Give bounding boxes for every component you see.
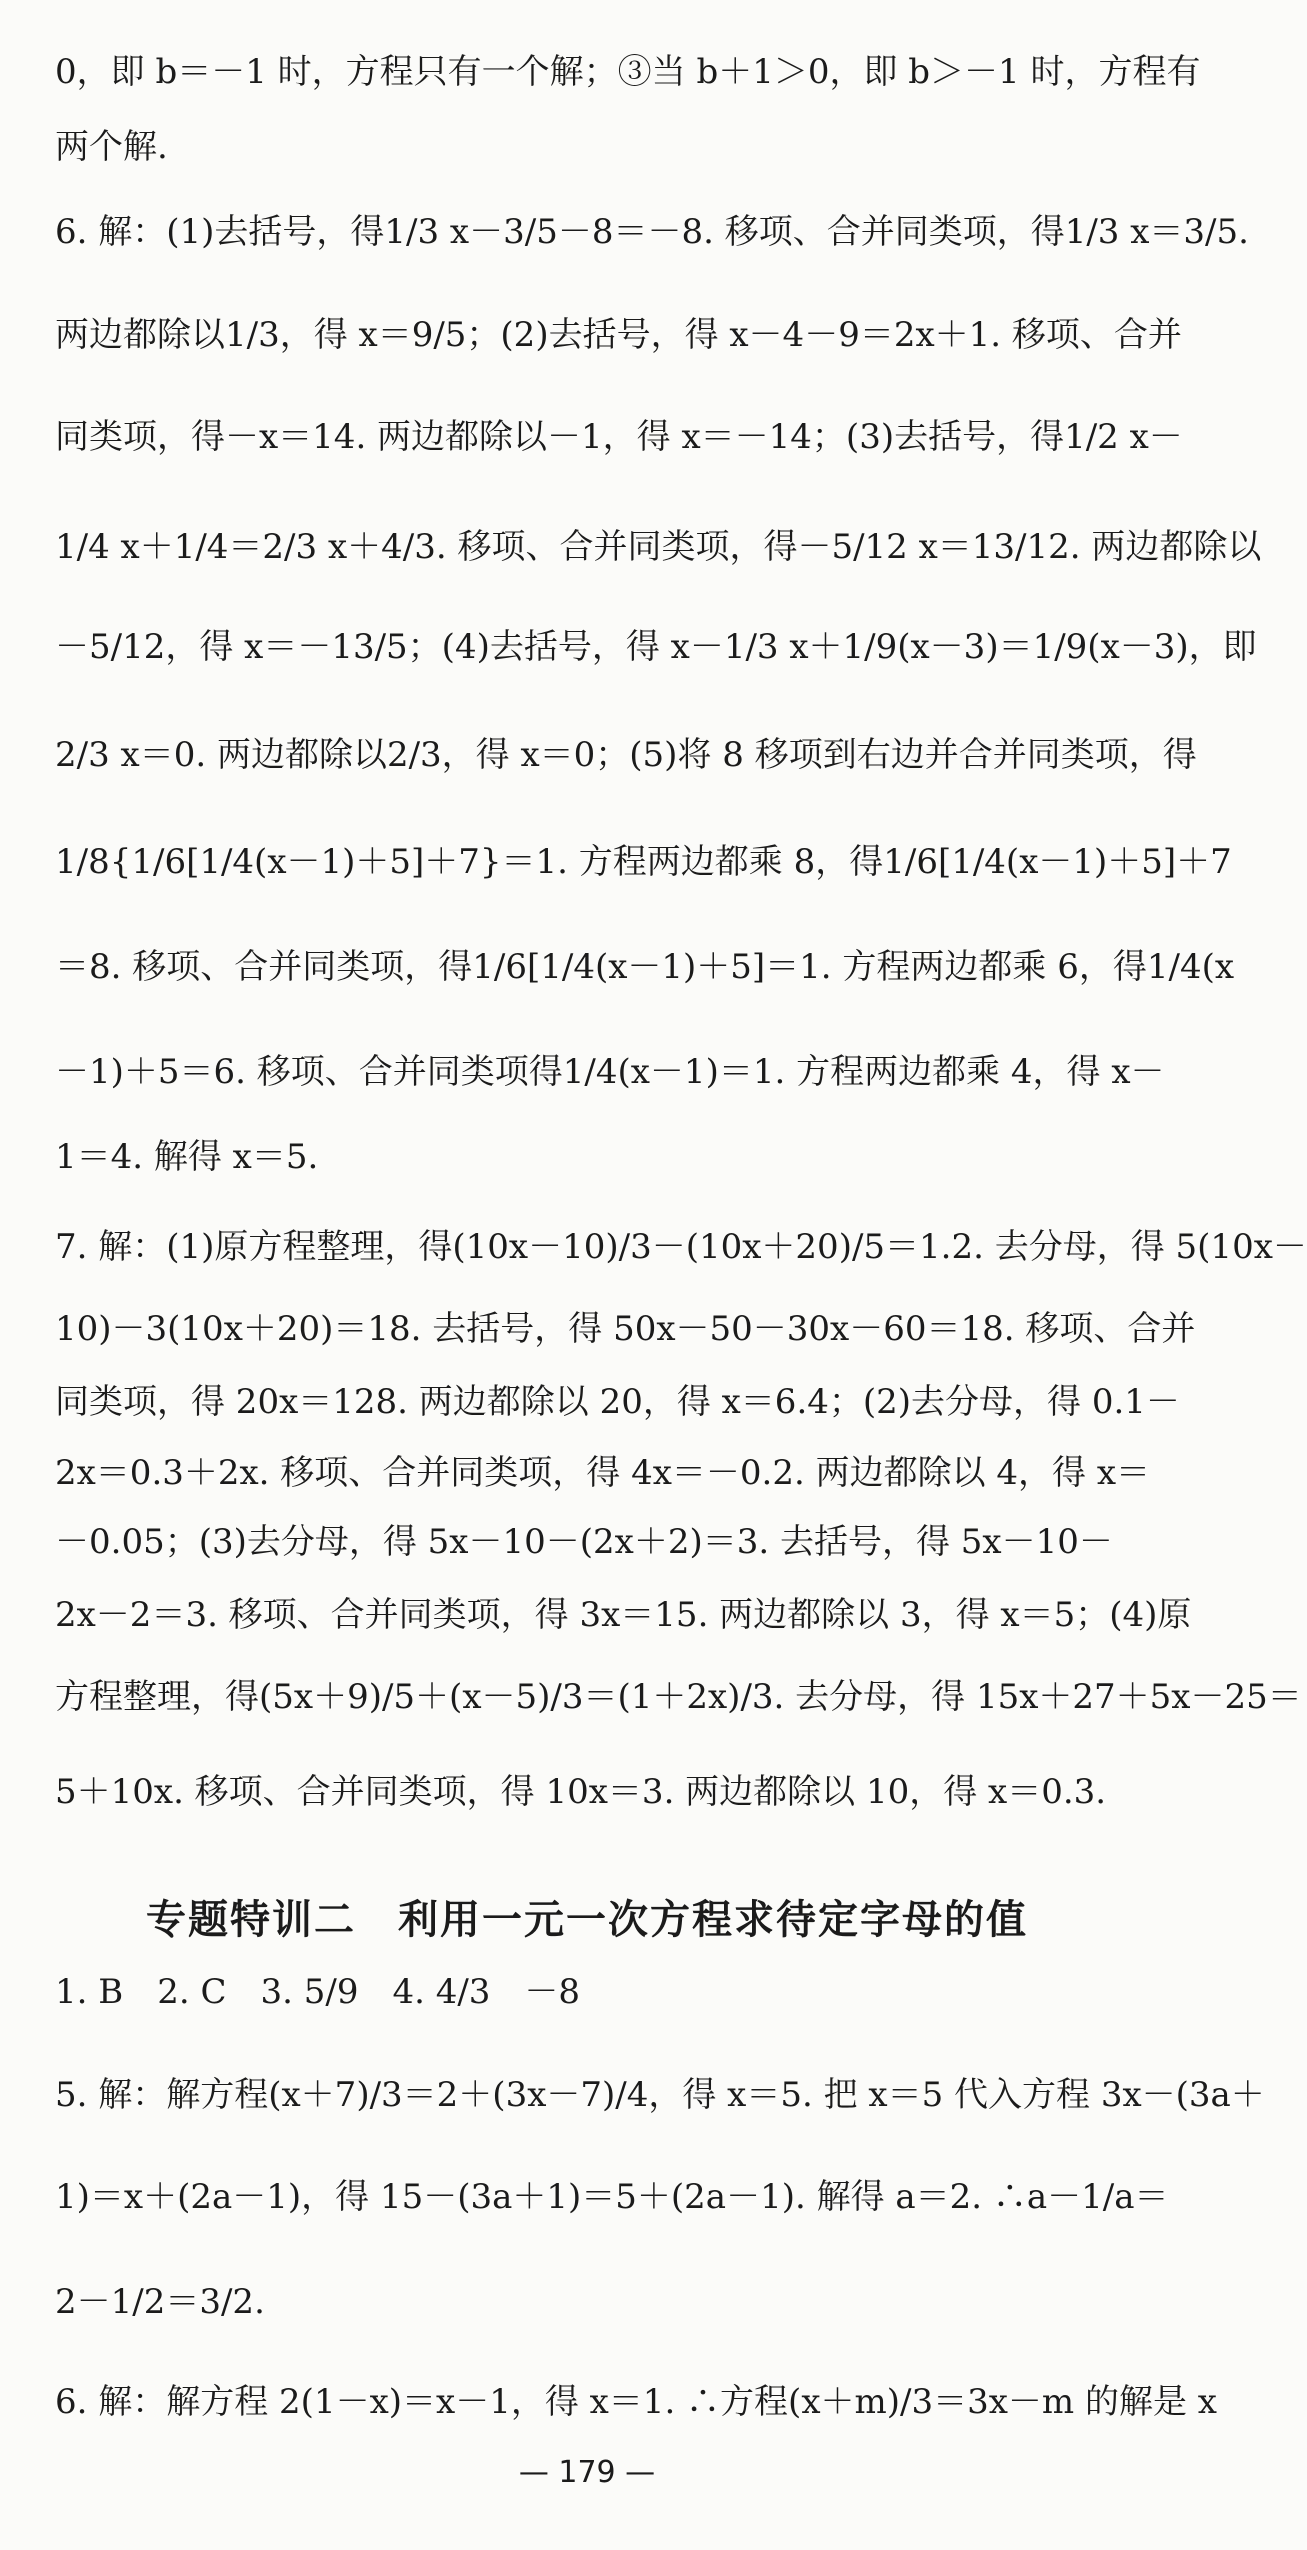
text-line: ＝8. 移项、合并同类项，得1/6[1/4(x－1)＋5]＝1. 方程两边都乘 6，得1/4(x	[55, 947, 1235, 987]
text-line: 2－1/2＝3/2.	[55, 2282, 265, 2322]
text-line: 10)－3(10x＋20)＝18. 去括号，得 50x－50－30x－60＝18. 移项、合并	[55, 1309, 1196, 1349]
text-line: 2/3 x＝0. 两边都除以2/3，得 x＝0；(5)将 8 移项到右边并合并同类项，得	[55, 735, 1197, 775]
text-line: 1＝4. 解得 x＝5.	[55, 1137, 319, 1177]
text-line: 1/4 x＋1/4＝2/3 x＋4/3. 移项、合并同类项，得－5/12 x＝13/12. 两边都除以	[55, 527, 1262, 567]
text-line: 同类项，得 20x＝128. 两边都除以 20，得 x＝6.4；(2)去分母，得 0.1－	[55, 1382, 1180, 1422]
text-line: 1)＝x＋(2a－1)，得 15－(3a＋1)＝5＋(2a－1). 解得 a＝2. ∴a－1/a＝	[55, 2177, 1169, 2217]
text-line: 5＋10x. 移项、合并同类项，得 10x＝3. 两边都除以 10，得 x＝0.3.	[55, 1772, 1107, 1812]
text-line: 1/8{1/6[1/4(x－1)＋5]＋7}＝1. 方程两边都乘 8，得1/6[1/4(x－1)＋5]＋7	[55, 842, 1232, 882]
text-line: 方程整理，得(5x＋9)/5＋(x－5)/3＝(1＋2x)/3. 去分母，得 15x＋27＋5x－25＝	[55, 1677, 1302, 1717]
text-line: 6. 解：解方程 2(1－x)＝x－1，得 x＝1. ∴方程(x＋m)/3＝3x－m 的解是 x	[55, 2382, 1217, 2422]
text-line: 2x－2＝3. 移项、合并同类项，得 3x＝15. 两边都除以 3，得 x＝5；(4)原	[55, 1595, 1192, 1635]
text-line: 两个解.	[55, 127, 168, 167]
text-line: －0.05；(3)去分母，得 5x－10－(2x＋2)＝3. 去括号，得 5x－10－	[55, 1522, 1113, 1562]
text-line: 2x＝0.3＋2x. 移项、合并同类项，得 4x＝－0.2. 两边都除以 4，得 x＝	[55, 1453, 1151, 1493]
text-line: －1)＋5＝6. 移项、合并同类项得1/4(x－1)＝1. 方程两边都乘 4，得 x－	[55, 1052, 1165, 1092]
section-title: 专题特训二 利用一元一次方程求待定字母的值	[146, 1897, 1028, 1943]
page-number: — 179 —	[518, 2455, 656, 2490]
text-line: 1. B 2. C 3. 5/9 4. 4/3 －8	[55, 1972, 581, 2012]
text-line: 6. 解：(1)去括号，得1/3 x－3/5－8＝－8. 移项、合并同类项，得1/3 x＝3/5.	[55, 212, 1249, 252]
text-line: 0，即 b＝－1 时，方程只有一个解；③当 b＋1＞0，即 b＞－1 时，方程有	[55, 52, 1201, 92]
text-line: 两边都除以1/3，得 x＝9/5；(2)去括号，得 x－4－9＝2x＋1. 移项、合并	[55, 315, 1182, 355]
text-line: 同类项，得－x＝14. 两边都除以－1，得 x＝－14；(3)去括号，得1/2 x－	[55, 417, 1183, 457]
text-line: 5. 解：解方程(x＋7)/3＝2＋(3x－7)/4，得 x＝5. 把 x＝5 代入方程 3x－(3a＋	[55, 2075, 1265, 2115]
text-line: －5/12，得 x＝－13/5；(4)去括号，得 x－1/3 x＋1/9(x－3)＝1/9(x－3)，即	[55, 627, 1257, 667]
text-line: 7. 解：(1)原方程整理，得(10x－10)/3－(10x＋20)/5＝1.2. 去分母，得 5(10x－	[55, 1227, 1307, 1267]
